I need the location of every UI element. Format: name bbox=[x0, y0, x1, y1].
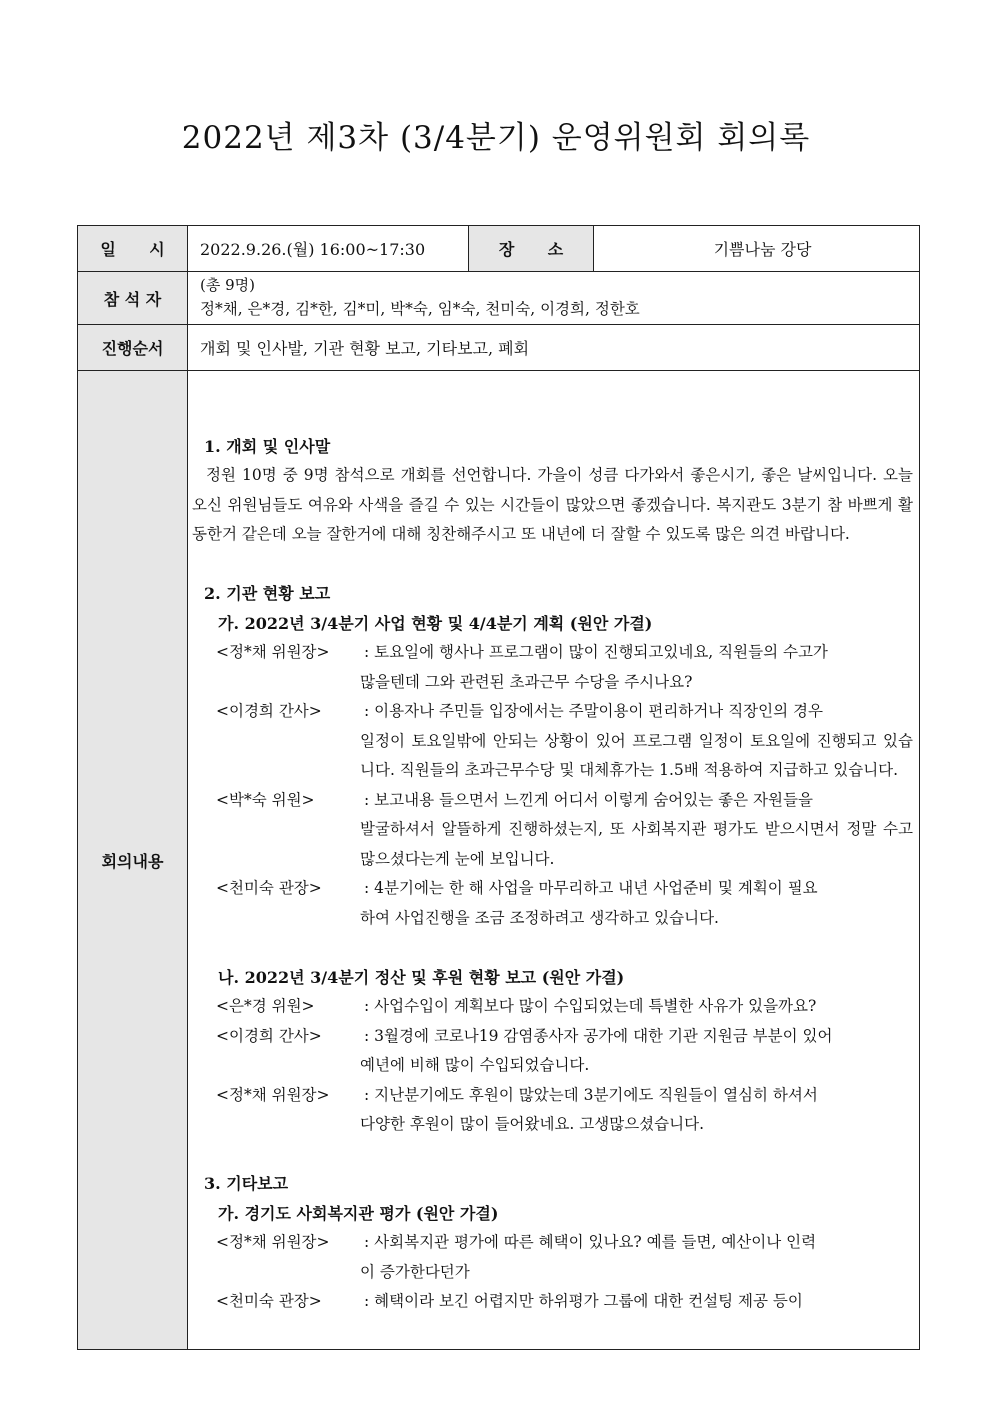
section-3-heading: 3. 기타보고 bbox=[204, 1174, 289, 1193]
document-title: 2022년 제3차 (3/4분기) 운영위원회 회의록 bbox=[181, 120, 811, 156]
place-label: 장 소 bbox=[469, 226, 594, 272]
speaker-text-continued: 발굴하셔서 알뜰하게 진행하셨는지, 또 사회복지관 평가도 받으시면서 정말 수고많으셨다는게 눈에 보입니다. bbox=[360, 820, 913, 868]
speaker-text-continued: 일정이 토요일밖에 안되는 상황이 있어 프로그램 일정이 토요일에 진행되고 있습니다. 직원들의 초과근무수당 및 대체휴가는 1.5배 적용하여 지급하고 있습니다. bbox=[360, 731, 913, 779]
section-3a-heading: 가. 경기도 사회복지관 평가 (원안 가결) bbox=[218, 1203, 499, 1223]
order-label: 진행순서 bbox=[78, 325, 188, 371]
speaker-name: <천미숙 관장> bbox=[216, 1292, 322, 1310]
speaker-name: <이경희 간사> bbox=[216, 1026, 322, 1045]
speaker-name: <천미숙 관장> bbox=[216, 879, 322, 897]
speaker-name: <정*채 위원장> bbox=[216, 643, 330, 661]
speaker-text: : 3월경에 코로나19 감염종사자 공가에 대한 기관 지원금 부분이 있어 bbox=[364, 1026, 833, 1045]
speaker-name: <은*경 위원> bbox=[216, 997, 315, 1015]
speaker-text-continued: 많을텐데 그와 관련된 초과근무 수당을 주시나요? bbox=[360, 672, 693, 691]
section-1-paragraph: 정원 10명 중 9명 참석으로 개회를 선언합니다. 가을이 성큼 다가와서 좋은시기, 좋은 날씨입니다. 오늘 오신 위원님들도 여유와 사색을 즐길 수 있는 시간들이 많았으면 좋겠습니다. 복지관도 3분기 참 바쁘게 활동한거 같은데 오늘 잘한거에 대해 칭찬해주시고 또 내년에 더 잘할 수 있도록 많은 의견 바랍니다. bbox=[192, 466, 913, 543]
speaker-text: : 사업수입이 계획보다 많이 수입되었는데 특별한 사유가 있을까요? bbox=[364, 997, 817, 1015]
date-value: 2022.9.26.(월) 16:00~17:30 bbox=[188, 226, 469, 272]
section-2b-dialogue bbox=[192, 992, 913, 1140]
place-value: 기쁨나눔 강당 bbox=[594, 226, 920, 272]
attendees-cell bbox=[188, 272, 920, 325]
speaker-text-continued: 예년에 비해 많이 수입되었습니다. bbox=[360, 1056, 590, 1074]
attendees-count: (총 9명) bbox=[200, 276, 255, 294]
section-2a-dialogue bbox=[192, 638, 913, 933]
speaker-line bbox=[192, 786, 913, 816]
section-2a-heading: 가. 2022년 3/4분기 사업 현황 및 4/4분기 계획 (원안 가결) bbox=[218, 613, 653, 633]
content-cell bbox=[188, 371, 920, 1350]
speaker-text-continued: 이 증가한다던가 bbox=[360, 1262, 470, 1281]
speaker-line bbox=[192, 697, 913, 727]
speaker-text: : 4분기에는 한 해 사업을 마무리하고 내년 사업준비 및 계획이 필요 bbox=[364, 879, 818, 897]
attendees-label: 참 석 자 bbox=[78, 272, 188, 325]
speaker-line bbox=[192, 1022, 913, 1052]
speaker-line bbox=[192, 1287, 913, 1317]
content-label bbox=[78, 371, 188, 1350]
speaker-text: : 토요일에 행사나 프로그램이 많이 진행되고있네요, 직원들의 수고가 bbox=[364, 643, 828, 661]
section-1-heading: 1. 개회 및 인사말 bbox=[204, 436, 331, 456]
speaker-name: <박*숙 위원> bbox=[216, 790, 315, 809]
attendees-names: 정*채, 은*경, 김*한, 김*미, 박*숙, 임*숙, 천미숙, 이경희, 정한호 bbox=[200, 300, 640, 318]
speaker-text: : 지난분기에도 후원이 많았는데 3분기에도 직원들이 열심히 하셔서 bbox=[364, 1085, 818, 1104]
speaker-text: : 사회복지관 평가에 따른 혜택이 있나요? 예를 들면, 예산이나 인력 bbox=[364, 1233, 817, 1251]
speaker-line bbox=[192, 1228, 913, 1258]
section-2b-heading: 나. 2022년 3/4분기 정산 및 후원 현황 보고 (원안 가결) bbox=[218, 967, 625, 987]
speaker-line bbox=[192, 1081, 913, 1111]
speaker-text-continued: 하여 사업진행을 조금 조정하려고 생각하고 있습니다. bbox=[360, 908, 719, 927]
speaker-name: <정*채 위원장> bbox=[216, 1233, 330, 1251]
speaker-text: : 이용자나 주민들 입장에서는 주말이용이 편리하거나 직장인의 경우 bbox=[364, 702, 823, 720]
section-2-heading: 2. 기관 현황 보고 bbox=[204, 584, 331, 603]
content-label-text: 회의내용 bbox=[101, 851, 164, 871]
meeting-content bbox=[188, 404, 919, 1317]
speaker-line bbox=[192, 874, 913, 904]
order-value: 개회 및 인사발, 기관 현황 보고, 기타보고, 폐회 bbox=[188, 325, 920, 371]
section-3a-dialogue bbox=[192, 1228, 913, 1317]
minutes-table bbox=[77, 225, 920, 1350]
speaker-line bbox=[192, 992, 913, 1022]
speaker-text: : 혜택이라 보긴 어렵지만 하위평가 그룹에 대한 컨설팅 제공 등이 bbox=[364, 1292, 803, 1310]
date-label: 일 시 bbox=[78, 226, 188, 272]
speaker-name: <정*채 위원장> bbox=[216, 1085, 330, 1104]
speaker-text-continued: 다양한 후원이 많이 들어왔네요. 고생많으셨습니다. bbox=[360, 1115, 704, 1133]
speaker-text: : 보고내용 들으면서 느낀게 어디서 이렇게 숨어있는 좋은 자원들을 bbox=[364, 790, 813, 809]
speaker-line bbox=[192, 638, 913, 668]
speaker-name: <이경희 간사> bbox=[216, 702, 322, 720]
